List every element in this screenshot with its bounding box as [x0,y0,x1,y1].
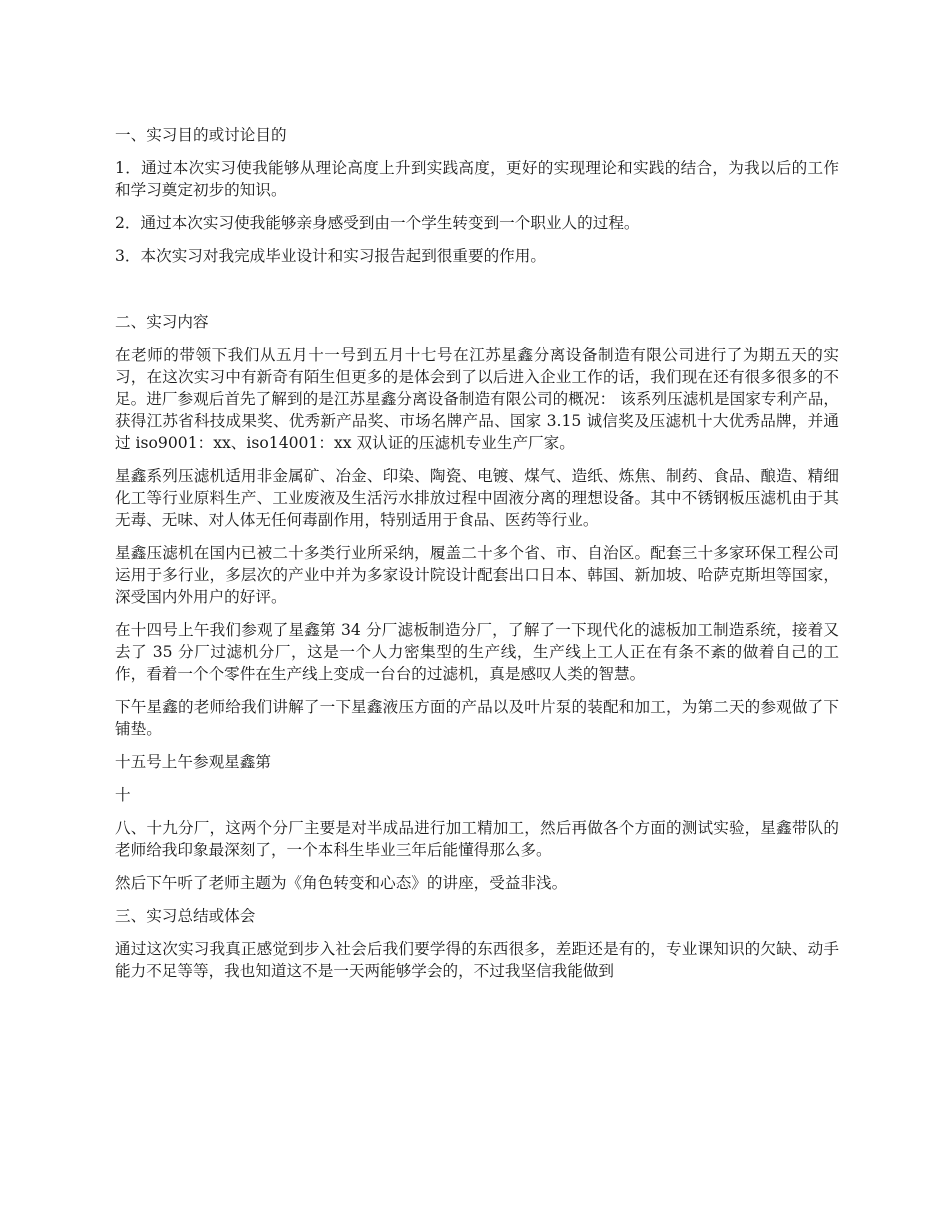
section2-paragraph-8: 八、十九分厂，这两个分厂主要是对半成品进行加工精加工，然后再做各个方面的测试实验，星鑫带队的老师给我印象最深刻了，一个本科生毕业三年后能懂得那么多。 [115,819,839,859]
section2-heading: 二、实习内容 [115,313,209,331]
section1-item-2: 2．通过本次实习使我能够亲身感受到由一个学生转变到一个职业人的过程。 [115,214,640,232]
section2-paragraph-1: 在老师的带领下我们从五月十一号到五月十七号在江苏星鑫分离设备制造有限公司进行了为期五天的实习，在这次实习中有新奇有陌生但更多的是体会到了以后进入企业工作的话，我们现在还有很多很多的不足。进厂参观后首先了解到的是江苏星鑫分离设备制造有限公司的概况： 该系列压滤机是国家专利产品，获得江苏省科技成果奖、优秀新产品奖、市场名牌产品、国家 3.15 诚信奖及压滤机十大优秀品牌，并通过 iso9001：xx、iso14001：xx 双认证的压滤机专业生产厂家。 [115,346,839,452]
section2-paragraph-4: 在十四号上午我们参观了星鑫第 34 分厂滤板制造分厂，了解了一下现代化的滤板加工制造系统，接着又去了 35 分厂过滤机分厂，这是一个人力密集型的生产线，生产线上工人正在有条不紊的做着自己的工作，看着一个个零件在生产线上变成一台台的过滤机，真是感叹人类的智慧。 [115,621,839,683]
section2-paragraph-2: 星鑫系列压滤机适用非金属矿、冶金、印染、陶瓷、电镀、煤气、造纸、炼焦、制药、食品、酿造、精细化工等行业原料生产、工业废液及生活污水排放过程中固液分离的理想设备。其中不锈钢板压滤机由于其无毒、无味、对人体无任何毒副作用，特别适用于食品、医药等行业。 [115,467,839,529]
section1-item-1: 1．通过本次实习使我能够从理论高度上升到实践高度，更好的实现理论和实践的结合，为我以后的工作和学习奠定初步的知识。 [115,159,839,199]
section1-heading: 一、实习目的或讨论目的 [115,126,287,144]
section-spacer [115,278,839,311]
section2-paragraph-6: 十五号上午参观星鑫第 [115,753,271,771]
section2-paragraph-5: 下午星鑫的老师给我们讲解了一下星鑫液压方面的产品以及叶片泵的装配和加工，为第二天的参观做了下铺垫。 [115,698,839,738]
section3-heading: 三、实习总结或体会 [115,907,256,925]
section3-paragraph-1: 通过这次实习我真正感觉到步入社会后我们要学得的东西很多，差距还是有的，专业课知识的欠缺、动手能力不足等等，我也知道这不是一天两能够学会的，不过我坚信我能做到 [115,940,839,980]
section2-paragraph-9: 然后下午听了老师主题为《角色转变和心态》的讲座，受益非浅。 [115,874,568,892]
section2-paragraph-3: 星鑫压滤机在国内已被二十多类行业所采纳，履盖二十多个省、市、自治区。配套三十多家环保工程公司运用于多行业，多层次的产业中并为多家设计院设计配套出口日本、韩国、新加坡、哈萨克斯坦等国家，深受国内外用户的好评。 [115,544,839,606]
section1-item-3: 3．本次实习对我完成毕业设计和实习报告起到很重要的作用。 [115,247,546,265]
document-body [115,124,839,993]
section2-paragraph-7: 十 [115,786,131,804]
